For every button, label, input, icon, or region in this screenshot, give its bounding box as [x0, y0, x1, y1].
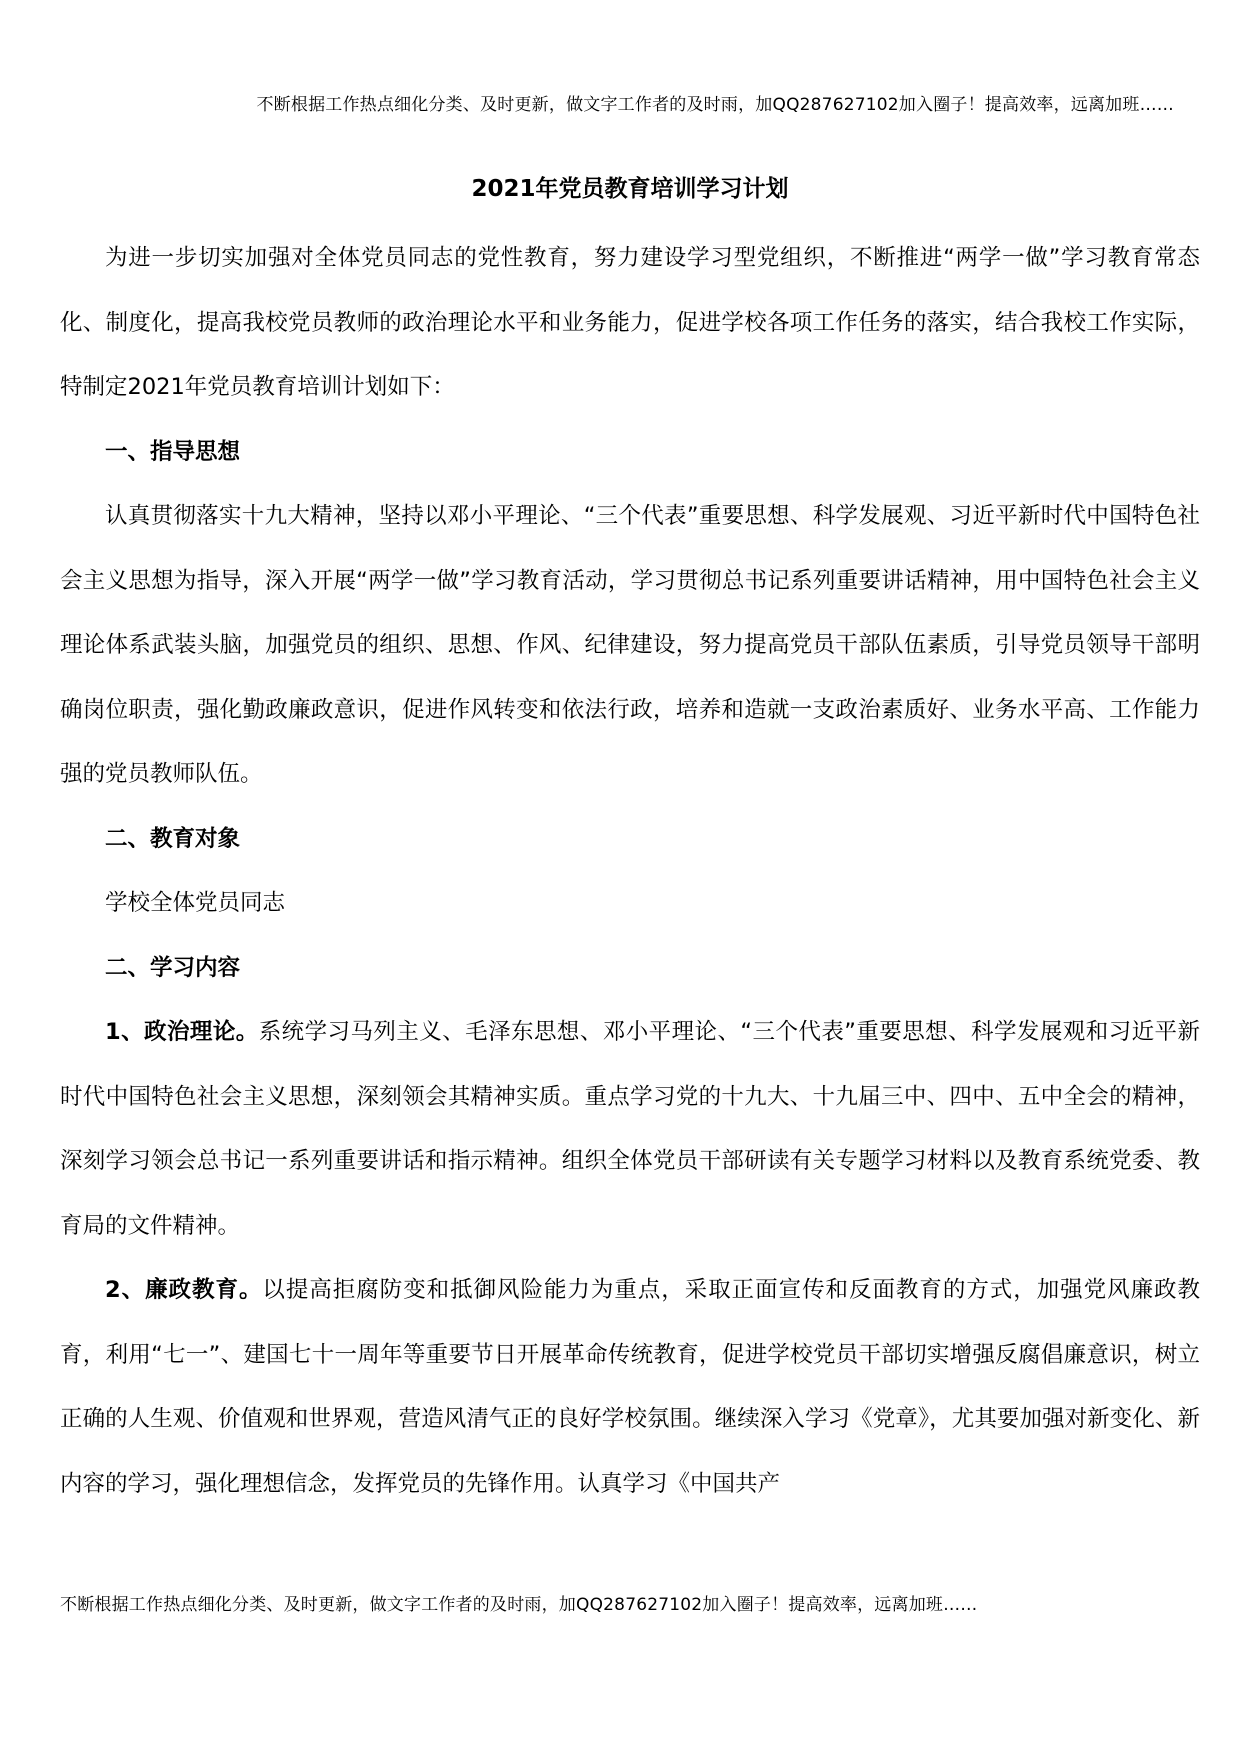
section-body-education-target: 学校全体党员同志	[105, 890, 286, 916]
document-title: 2021年党员教育培训学习计划	[471, 176, 789, 202]
section-heading-education-target: 二、教育对象	[105, 825, 241, 852]
page-footer-note: 不断根据工作热点细化分类、及时更新，做文字工作者的及时雨，加QQ287627102加入圈子！提高效率，远离加班……	[60, 1595, 978, 1615]
section-body-guiding-ideology: 认真贯彻落实十九大精神，坚持以邓小平理论、“三个代表”重要思想、科学发展观、习近平新时代中国特色社会主义思想为指导，深入开展“两学一做”学习教育活动，学习贯彻总书记系列重要讲话精神，用中国特色社会主义理论体系武装头脑，加强党员的组织、思想、作风、纪律建设，努力提高党员干部队伍素质，引导党员领导干部明确岗位职责，强化勤政廉政意识，促进作风转变和依法行政，培养和造就一支政治素质好、业务水平高、工作能力强的党员教师队伍。	[60, 503, 1200, 787]
section-heading-guiding-ideology: 一、指导思想	[105, 438, 241, 465]
study-item-lead: 1、政治理论。	[105, 1019, 259, 1045]
study-item-integrity-education	[60, 1258, 1200, 1516]
section-heading-study-content: 二、学习内容	[105, 954, 241, 981]
study-item-text: 以提高拒腐防变和抵御风险能力为重点，采取正面宣传和反面教育的方式，加强党风廉政教育，利用“七一”、建国七十一周年等重要节日开展革命传统教育，促进学校党员干部切实增强反腐倡廉意识，树立正确的人生观、价值观和世界观，营造风清气正的良好学校氛围。继续深入学习《党章》，尤其要加强对新变化、新内容的学习，强化理想信念，发挥党员的先锋作用。认真学习《中国共产	[60, 1277, 1200, 1497]
intro-paragraph: 为进一步切实加强对全体党员同志的党性教育，努力建设学习型党组织，不断推进“两学一做”学习教育常态化、制度化，提高我校党员教师的政治理论水平和业务能力，促进学校各项工作任务的落实，结合我校工作实际，特制定2021年党员教育培训计划如下：	[60, 245, 1200, 400]
page-header-note: 不断根据工作热点细化分类、及时更新，做文字工作者的及时雨，加QQ287627102加入圈子！提高效率，远离加班……	[256, 95, 1174, 115]
study-item-text: 系统学习马列主义、毛泽东思想、邓小平理论、“三个代表”重要思想、科学发展观和习近平新时代中国特色社会主义思想，深刻领会其精神实质。重点学习党的十九大、十九届三中、四中、五中全会的精神，深刻学习领会总书记一系列重要讲话和指示精神。组织全体党员干部研读有关专题学习材料以及教育系统党委、教育局的文件精神。	[60, 1019, 1201, 1239]
document-body	[60, 172, 1200, 1516]
study-item-lead: 2、廉政教育。	[105, 1277, 263, 1303]
study-item-political-theory	[60, 1000, 1200, 1258]
